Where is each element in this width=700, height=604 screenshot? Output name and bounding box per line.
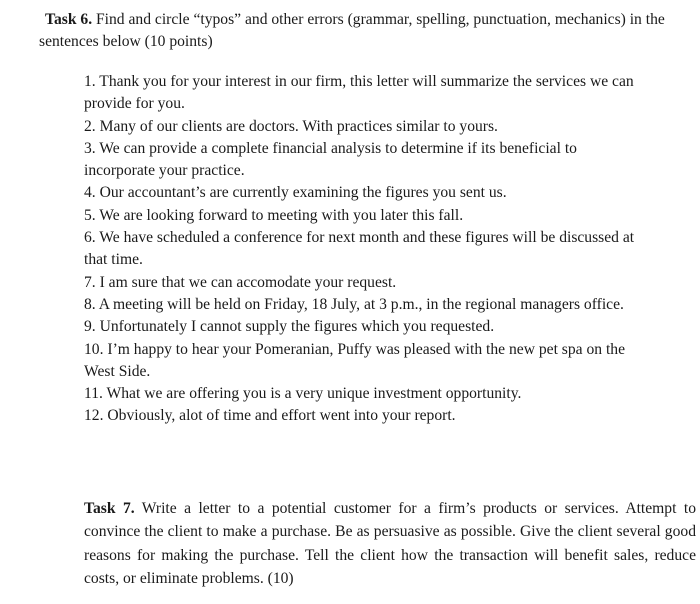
sentence-item: 8. A meeting will be held on Friday, 18 July, at 3 p.m., in the regional managers office. <box>84 295 624 313</box>
sentence-item: 10. I’m happy to hear your Pomeranian, Puffy was pleased with the new pet spa on the West Side. <box>84 340 626 380</box>
task7-paragraph <box>84 497 696 590</box>
task6-instruction: Find and circle “typos” and other errors (grammar, spelling, punctuation, mechanics) in the sentences below (10 points) <box>39 11 665 50</box>
sentence-item: 7. I am sure that we can accomodate your request. <box>84 273 397 291</box>
task6-label: Task 6. <box>45 11 93 28</box>
task6-heading <box>39 9 679 53</box>
task7-label: Task 7. <box>84 500 135 517</box>
sentence-item: 1. Thank you for your interest in our firm, this letter will summarize the services we can provide for you. <box>84 73 634 113</box>
sentence-list <box>84 71 644 428</box>
sentence-item: 6. We have scheduled a conference for next month and these figures will be discussed at that time. <box>84 229 635 269</box>
sentence-item: 3. We can provide a complete financial analysis to determine if its beneficial to incorporate your practice. <box>84 139 577 180</box>
sentence-item: 4. Our accountant’s are currently examining the figures you sent us. <box>84 184 507 202</box>
sentence-item: 9. Unfortunately I cannot supply the figures which you requested. <box>84 318 495 336</box>
sentence-item: 5. We are looking forward to meeting with you later this fall. <box>84 206 464 224</box>
sentence-item: 12. Obviously, alot of time and effort went into your report. <box>84 407 456 425</box>
sentence-item: 2. Many of our clients are doctors. With practices similar to yours. <box>84 117 498 135</box>
task7-text: Write a letter to a potential customer for a firm’s products or services. Attempt to convince the client to make a purchase. Be as persuasive as possible. Give the client several good reasons for making the purchase. Tell the client how the transaction will benefit sales, reduce costs, or eliminate problems. (10) <box>84 500 696 587</box>
sentence-item: 11. What we are offering you is a very unique investment opportunity. <box>84 385 522 403</box>
